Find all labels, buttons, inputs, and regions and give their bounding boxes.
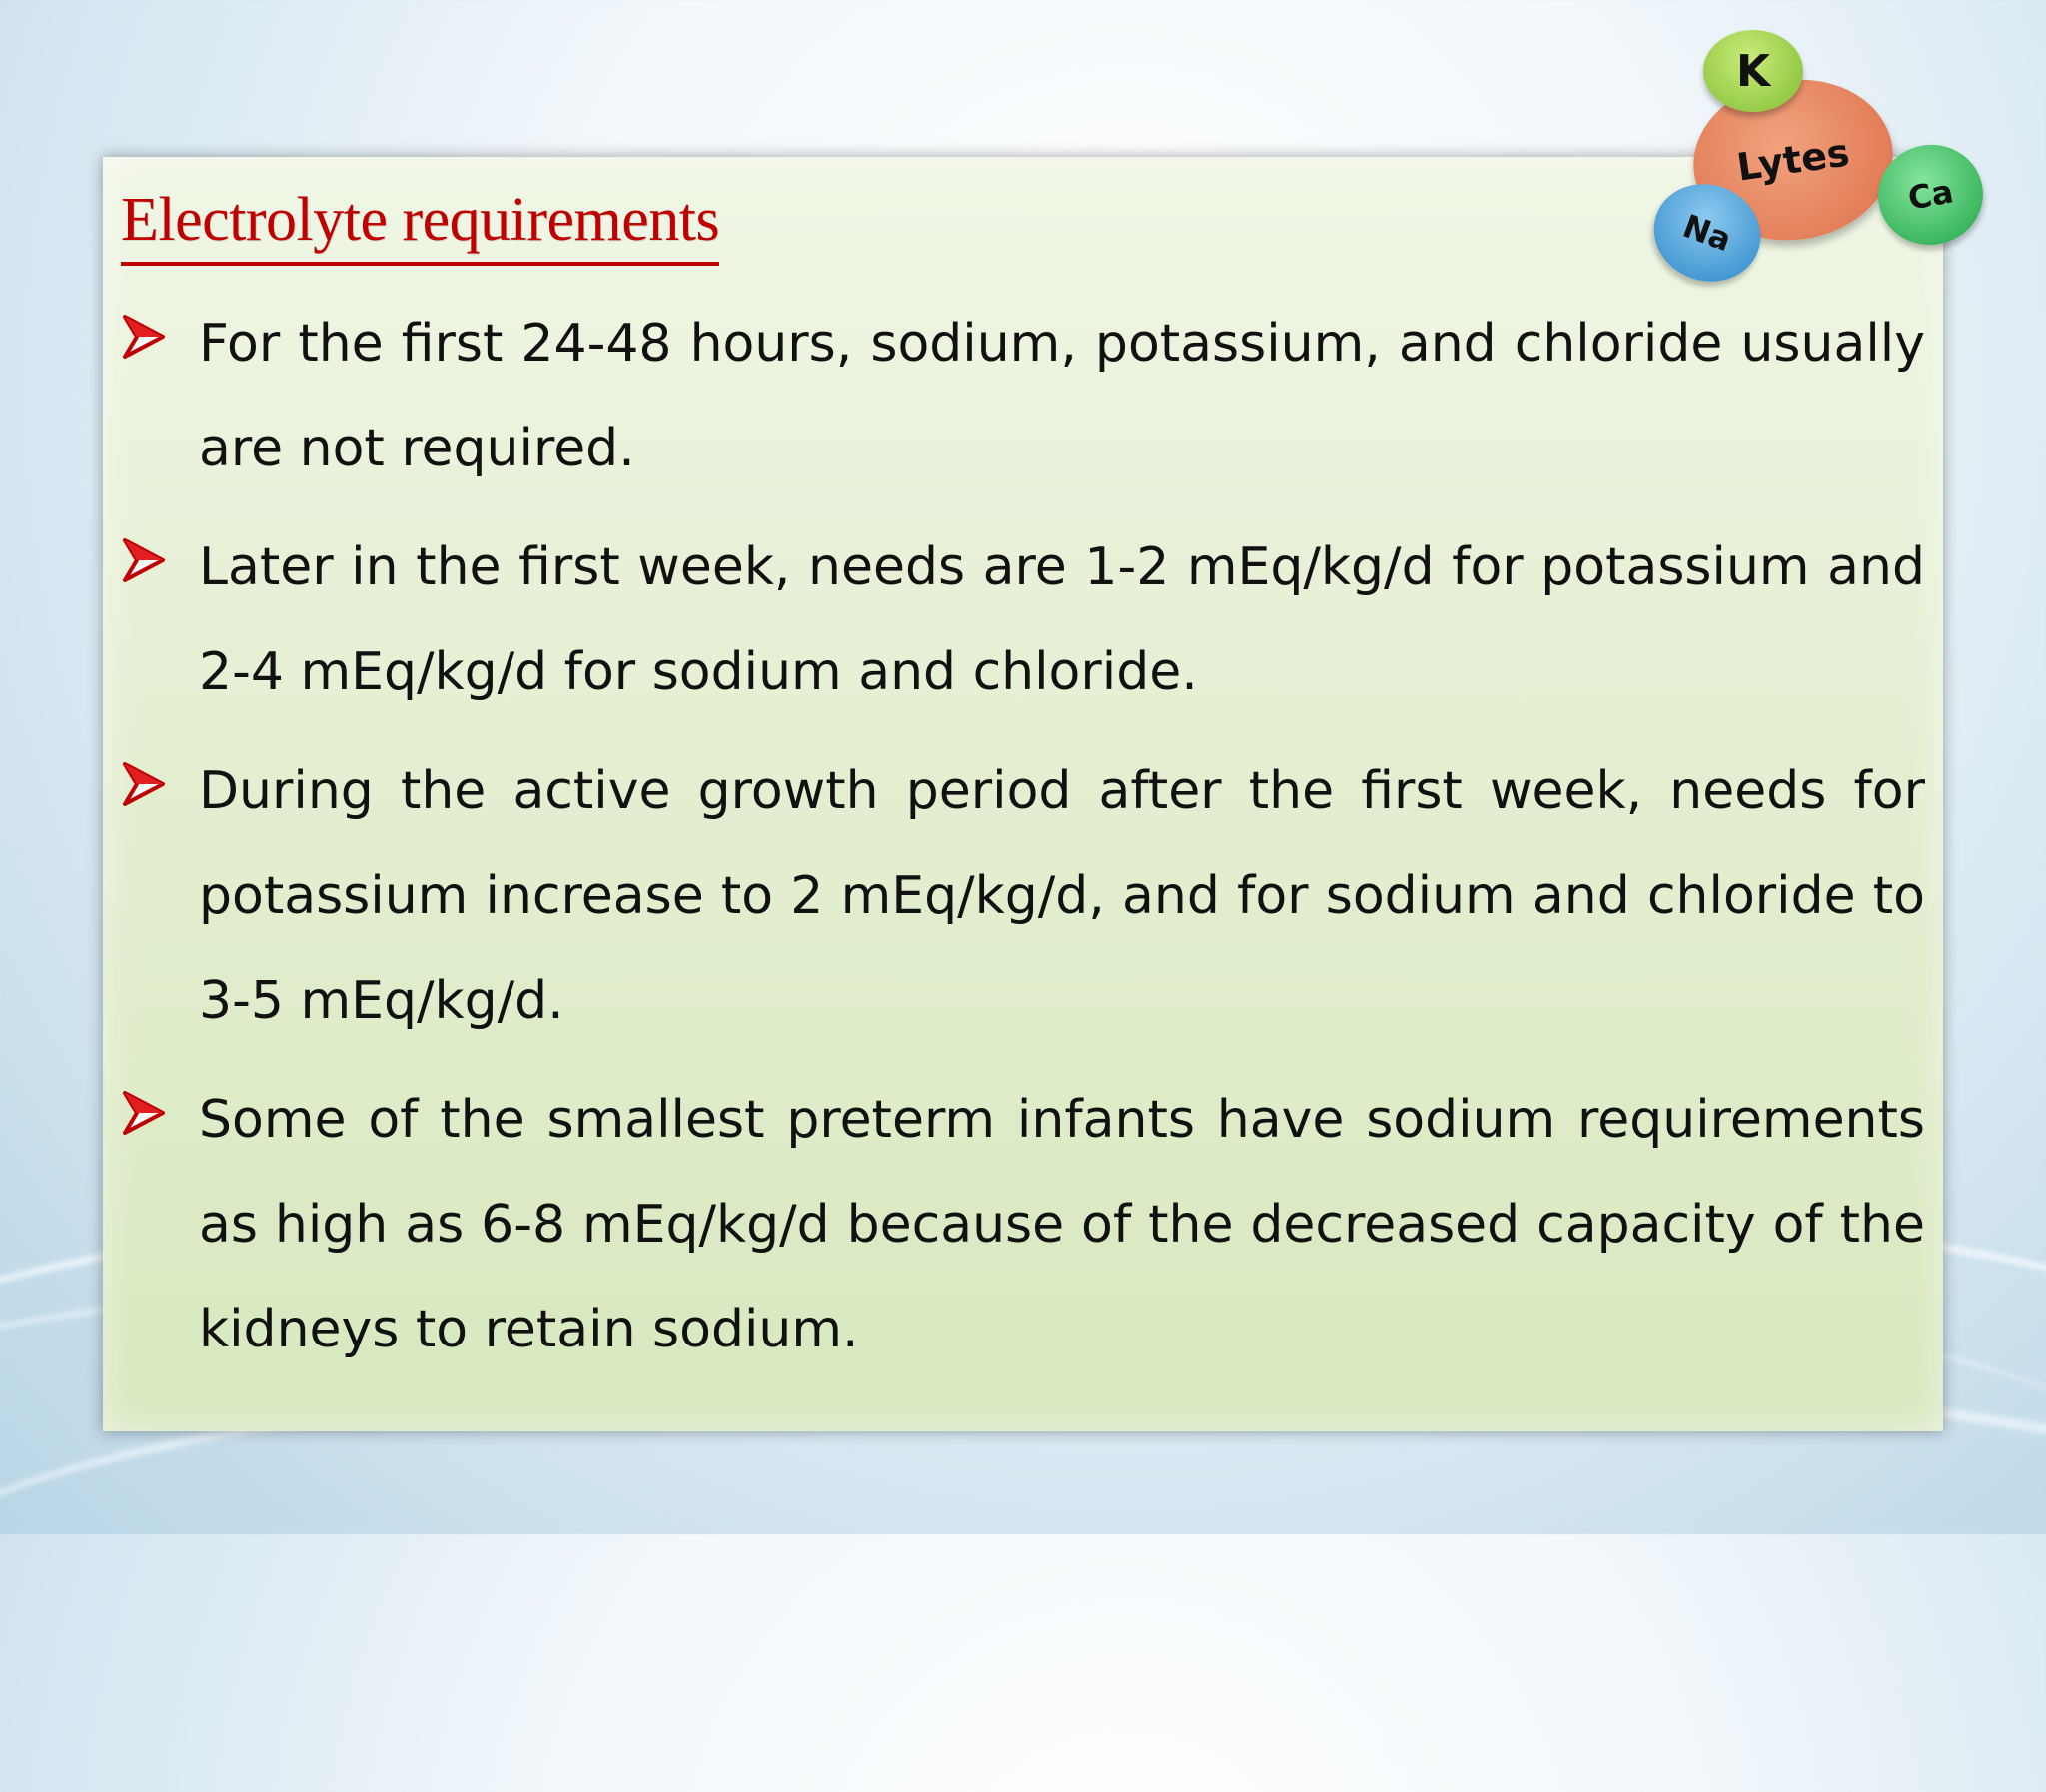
slide-title: Electrolyte requirements [121, 185, 719, 266]
arrowhead-bullet-icon [123, 739, 199, 806]
potassium-pill [1703, 30, 1803, 112]
bullet-text: For the first 24-48 hours, sodium, potassium, and chloride usually are not required. [199, 314, 1925, 478]
arrowhead-bullet-icon [123, 1068, 199, 1135]
lytes-label: Lytes [1734, 130, 1852, 190]
arrowhead-bullet-icon [123, 292, 199, 359]
list-item [123, 515, 1925, 725]
k-label: K [1735, 45, 1771, 97]
content-panel [103, 157, 1943, 1431]
na-label: Na [1677, 206, 1737, 260]
bullet-text: Some of the smallest preterm infants have sodium requirements as high as 6-8 mEq/kg/d because of the decreased capacity of the kidneys to retain sodium. [199, 1090, 1925, 1359]
bullet-text: During the active growth period after the first week, needs for potassium increase to 2 mEq/kg/d, and for sodium and chloride to 3-5 mEq/kg/d. [199, 761, 1925, 1031]
bullet-list [123, 292, 1925, 1396]
lytes-pills-logo [1638, 20, 1998, 290]
arrowhead-bullet-icon [123, 515, 199, 582]
ca-label: Ca [1904, 172, 1956, 218]
list-item [123, 1068, 1925, 1382]
bullet-text: Later in the first week, needs are 1-2 mEq/kg/d for potassium and 2-4 mEq/kg/d for sodium and chloride. [199, 537, 1925, 702]
list-item [123, 292, 1925, 501]
list-item [123, 739, 1925, 1054]
